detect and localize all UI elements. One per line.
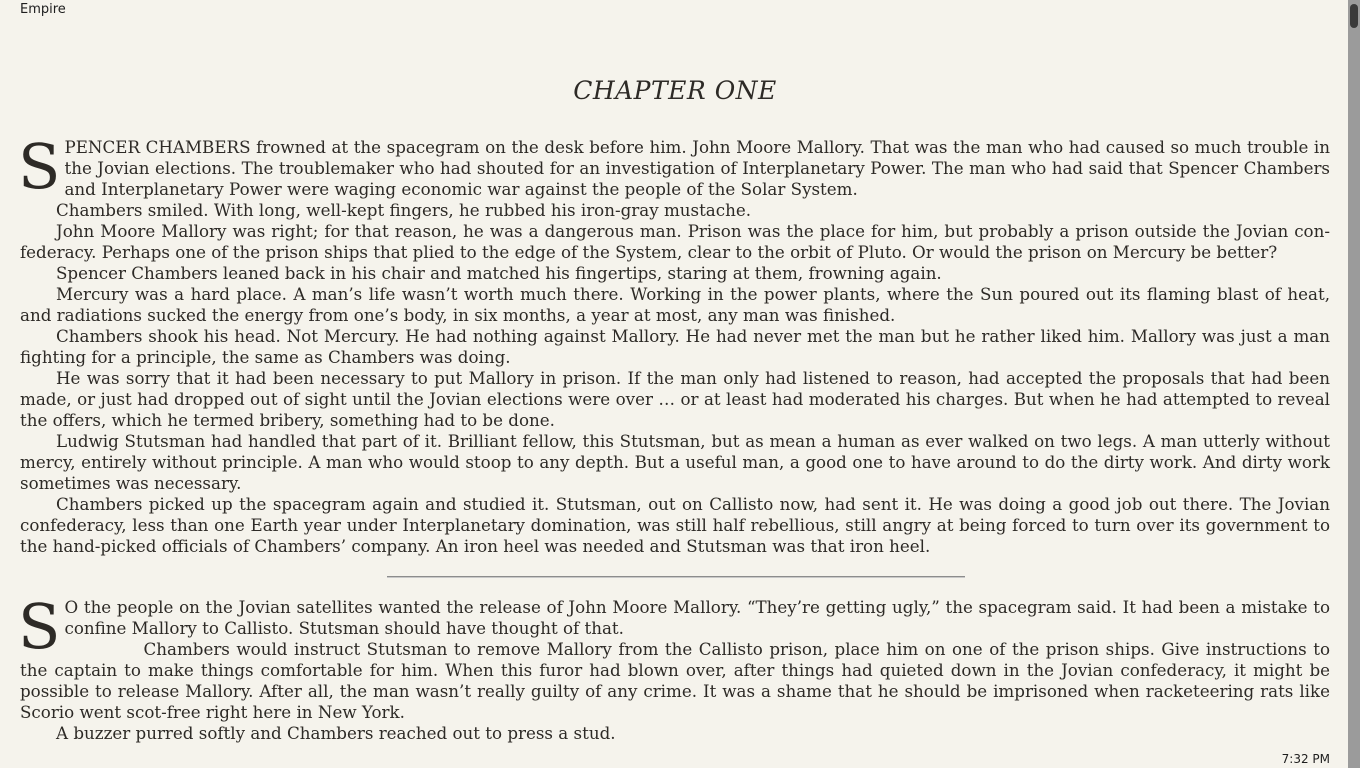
paragraph <box>18 590 1330 663</box>
section-two <box>18 590 1330 744</box>
section-one <box>18 130 1330 557</box>
drop-cap: S <box>18 130 61 203</box>
chapter-title: CHAPTER ONE <box>573 76 777 105</box>
paragraph: A buzzer purred softly and Chambers reached out to press a stud. <box>56 723 616 743</box>
paragraph: John Moore Mallory was right; for that reason, he was a dangerous man. Prison was the place for him, but probably a prison outside the Jovian confederacy. Perhaps one of the prison ships that plied to the edge of the System, clear to the orbit of Pluto. Or would the prison on Mercury be better? <box>20 221 1330 262</box>
paragraph: Chambers shook his head. Not Mercury. He had nothing against Mallory. He had never met the man but he rather liked him. Mallory was just a man fighting for a principle, the same as Chambers was doing. <box>20 326 1330 367</box>
paragraph: Spencer Chambers leaned back in his chair and matched his fingertips, staring at them, frowning again. <box>56 263 942 283</box>
paragraph: Ludwig Stutsman had handled that part of it. Brilliant fellow, this Stutsman, but as mean a human as ever walked on two legs. A man utterly without mercy, entirely without principle. A man who would stoop to any depth. But a useful man, a good one to have around to do the dirty work. And dirty work sometimes was necessary. <box>20 431 1330 493</box>
scrollbar[interactable] <box>1348 0 1360 768</box>
paragraph: Chambers smiled. With long, well-kept fingers, he rubbed his iron-gray mustache. <box>56 200 752 220</box>
drop-cap: S <box>18 590 61 663</box>
section-divider <box>387 576 965 578</box>
book-title: Empire <box>20 2 66 17</box>
paragraph-text: O the people on the Jovian satellites wanted the release of John Moore Mallory. “They’re getting ugly,” the spacegram said. It had been a mistake to confine Mallory to Callisto. Stutsman should have thought of that. <box>64 597 1330 638</box>
paragraph <box>18 130 1330 203</box>
clock: 7:32 PM <box>1281 752 1330 766</box>
paragraph: Chambers picked up the spacegram again and studied it. Stutsman, out on Callisto now, had sent it. He was doing a good job out there. The Jovian confederacy, less than one Earth year under Interplanetary domination, was still half rebellious, still angry at being forced to turn over its government to the hand-picked officials of Chambers’ company. An iron heel was needed and Stutsman was that iron heel. <box>20 494 1330 556</box>
paragraph: Mercury was a hard place. A man’s life wasn’t worth much there. Working in the power plants, where the Sun poured out its flaming blast of heat, and radiations sucked the energy from one’s body, in six months, a year at most, any man was finished. <box>20 284 1330 325</box>
paragraph: Chambers would instruct Stutsman to remove Mallory from the Callisto prison, place him on one of the prison ships. Give instructions to the captain to make things comfortable for him. When this furor had blown over, after things had quieted down in the Jovian confederacy, it might be possible to release Mallory. After all, the man wasn’t really guilty of any crime. It was a shame that he should be imprisoned when racketeering rats like Scorio went scot-free right here in New York. <box>20 639 1330 722</box>
scrollbar-thumb[interactable] <box>1350 4 1358 28</box>
paragraph-text: PENCER CHAMBERS frowned at the spacegram on the desk before him. John Moore Mallory. That was the man who had caused so much trouble in the Jovian elections. The troublemaker who had shouted for an investigation of Interplanetary Power. The man who had said that Spencer Chambers and Interplanetary Power were waging economic war against the people of the Solar System. <box>64 137 1330 199</box>
paragraph: He was sorry that it had been necessary to put Mallory in prison. If the man only had listened to reason, had accepted the proposals that had been made, or just had dropped out of sight until the Jovian elections were over … or at least had moderated his charges. But when he had attempted to reveal the offers, which he termed bribery, something had to be done. <box>20 368 1330 430</box>
